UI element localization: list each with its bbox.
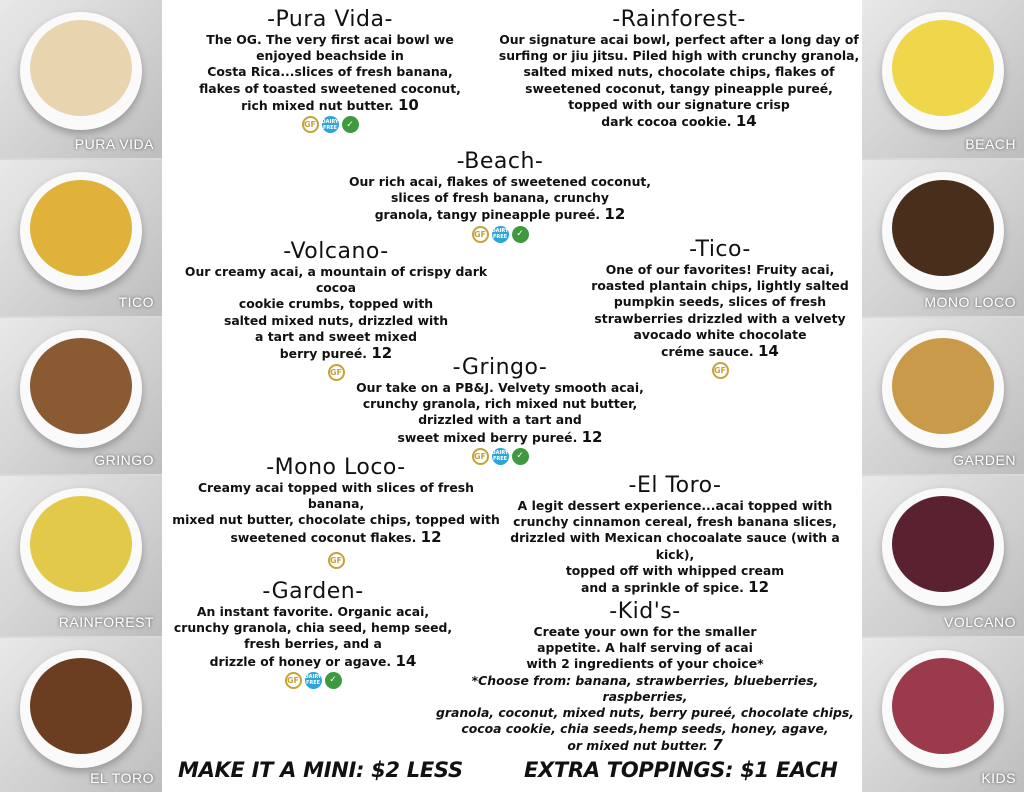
item-name: -Beach- bbox=[456, 149, 544, 174]
item-description: The OG. The very first acai bowl we enjoyed beachside in Costa Rica...slices of fresh banana, flakes of toasted sweetened coconut, rich mixed nut butter. 10 bbox=[199, 32, 461, 114]
photo-label: VOLCANO bbox=[944, 614, 1016, 630]
item-price: 10 bbox=[397, 95, 419, 114]
photo-tico bbox=[0, 160, 162, 316]
item-price: 12 bbox=[371, 344, 393, 363]
menu-item-beach bbox=[330, 150, 670, 243]
item-description: Our signature acai bowl, perfect after a long day of surfing or jiu jitsu. Piled high with crunchy granola, salted mixed nuts, chocolate chips, flakes of sweetened coconut, tangy pineapple pureé, topped with our signature crisp dark cocoa cookie. 14 bbox=[498, 32, 860, 131]
photo-label: RAINFOREST bbox=[58, 614, 154, 630]
item-price: 12 bbox=[581, 427, 603, 446]
photo-label: KIDS bbox=[981, 770, 1016, 786]
item-description: A legit dessert experience...acai topped with crunchy cinnamon cereal, fresh banana slices, drizzled with Mexican chocoalate sauce (with a kick), topped off with whipped cream and a sprinkle of spice. 12 bbox=[510, 498, 840, 597]
item-description: Create your own for the smaller appetite. A half serving of acai with 2 ingredients of your choice* bbox=[526, 624, 764, 672]
item-description: Our take on a PB&J. Velvety smooth acai, crunchy granola, rich mixed nut butter, drizzled with a tart and sweet mixed berry pureé. 12 bbox=[356, 380, 644, 446]
diet-badges bbox=[170, 116, 490, 133]
item-name: -Mono Loco- bbox=[266, 455, 406, 480]
item-name: -Pura Vida- bbox=[267, 7, 393, 32]
item-description: Creamy acai topped with slices of fresh banana, mixed nut butter, chocolate chips, topped with sweetened coconut flakes. 12 bbox=[172, 480, 500, 546]
gluten-free-icon: GF bbox=[472, 226, 489, 243]
vegan-icon: ✓ bbox=[342, 116, 359, 133]
vegan-icon: ✓ bbox=[512, 448, 529, 465]
gluten-free-icon: GF bbox=[328, 364, 345, 381]
item-price: 7 bbox=[712, 736, 723, 755]
photo-pura-vida bbox=[0, 0, 162, 158]
item-description: An instant favorite. Organic acai, crunchy granola, chia seed, hemp seed, fresh berries, and a drizzle of honey or agave. 14 bbox=[173, 604, 453, 670]
menu-item-garden bbox=[168, 580, 458, 689]
left-photo-column bbox=[0, 0, 162, 792]
vegan-icon: ✓ bbox=[325, 672, 342, 689]
photo-mono-loco bbox=[862, 160, 1024, 316]
item-description: Our creamy acai, a mountain of crispy dark cocoa cookie crumbs, topped with salted mixed nuts, drizzled with a tart and sweet mixed berry pureé. 12 bbox=[184, 264, 488, 363]
diet-badges bbox=[168, 552, 504, 569]
item-name: -Garden- bbox=[262, 579, 364, 604]
dairy-free-icon: DAIRY FREE bbox=[492, 226, 509, 243]
photo-beach bbox=[862, 0, 1024, 158]
item-price: 14 bbox=[757, 342, 779, 361]
photo-gringo bbox=[0, 318, 162, 474]
dairy-free-icon: DAIRY FREE bbox=[305, 672, 322, 689]
photo-label: MONO LOCO bbox=[924, 294, 1016, 310]
menu-item-mono-loco bbox=[168, 456, 504, 569]
item-description: One of our favorites! Fruity acai, roasted plantain chips, lightly salted pumpkin seeds, slices of fresh strawberries drizzled with a velvety avocado white chocolate créme sauce. 14 bbox=[591, 262, 849, 361]
item-price: 12 bbox=[748, 578, 770, 597]
menu-item-gringo bbox=[350, 356, 650, 465]
extra-toppings-note: EXTRA TOPPINGS: $1 EACH bbox=[524, 758, 838, 782]
item-name: -El Toro- bbox=[628, 473, 722, 498]
item-name: -Gringo- bbox=[452, 355, 548, 380]
item-name: -Rainforest- bbox=[612, 7, 746, 32]
gluten-free-icon: GF bbox=[712, 362, 729, 379]
gluten-free-icon: GF bbox=[328, 552, 345, 569]
gluten-free-icon: GF bbox=[285, 672, 302, 689]
menu-item-el-toro bbox=[490, 474, 860, 596]
photo-label: PURA VIDA bbox=[74, 136, 154, 152]
dairy-free-icon: DAIRY FREE bbox=[322, 116, 339, 133]
photo-label: GRINGO bbox=[94, 452, 154, 468]
dairy-free-icon: DAIRY FREE bbox=[492, 448, 509, 465]
menu-item-kids bbox=[430, 600, 860, 755]
photo-label: EL TORO bbox=[90, 770, 154, 786]
diet-badges bbox=[168, 672, 458, 689]
photo-label: TICO bbox=[118, 294, 154, 310]
photo-label: GARDEN bbox=[953, 452, 1016, 468]
photo-kids bbox=[862, 638, 1024, 792]
item-name: -Volcano- bbox=[283, 239, 389, 264]
item-name: -Kid's- bbox=[609, 599, 681, 624]
item-price: 14 bbox=[735, 112, 757, 131]
item-price: 12 bbox=[420, 527, 442, 546]
photo-garden bbox=[862, 318, 1024, 474]
item-price: 12 bbox=[604, 205, 626, 224]
menu-item-pura-vida bbox=[170, 8, 490, 133]
gluten-free-icon: GF bbox=[472, 448, 489, 465]
photo-volcano bbox=[862, 476, 1024, 636]
photo-label: BEACH bbox=[965, 136, 1016, 152]
item-price: 14 bbox=[395, 651, 417, 670]
bowl-pura-vida bbox=[30, 20, 132, 116]
item-description: Our rich acai, flakes of sweetened coconut, slices of fresh banana, crunchy granola, tangy pineapple pureé. 12 bbox=[348, 174, 652, 224]
right-photo-column bbox=[862, 0, 1024, 792]
mini-note: MAKE IT A MINI: $2 LESS bbox=[178, 758, 463, 782]
kids-choose-list: *Choose from: banana, strawberries, blueberries, raspberries, granola, coconut, mixed nuts, berry pureé, chocolate chips, cocoa cookie, chia seeds,hemp seeds, honey, agave, or mixed nut butter. 7 bbox=[436, 672, 854, 755]
vegan-icon: ✓ bbox=[512, 226, 529, 243]
photo-rainforest bbox=[0, 476, 162, 636]
menu-item-rainforest bbox=[498, 8, 860, 130]
gluten-free-icon: GF bbox=[302, 116, 319, 133]
item-name: -Tico- bbox=[689, 237, 751, 262]
photo-el-toro bbox=[0, 638, 162, 792]
